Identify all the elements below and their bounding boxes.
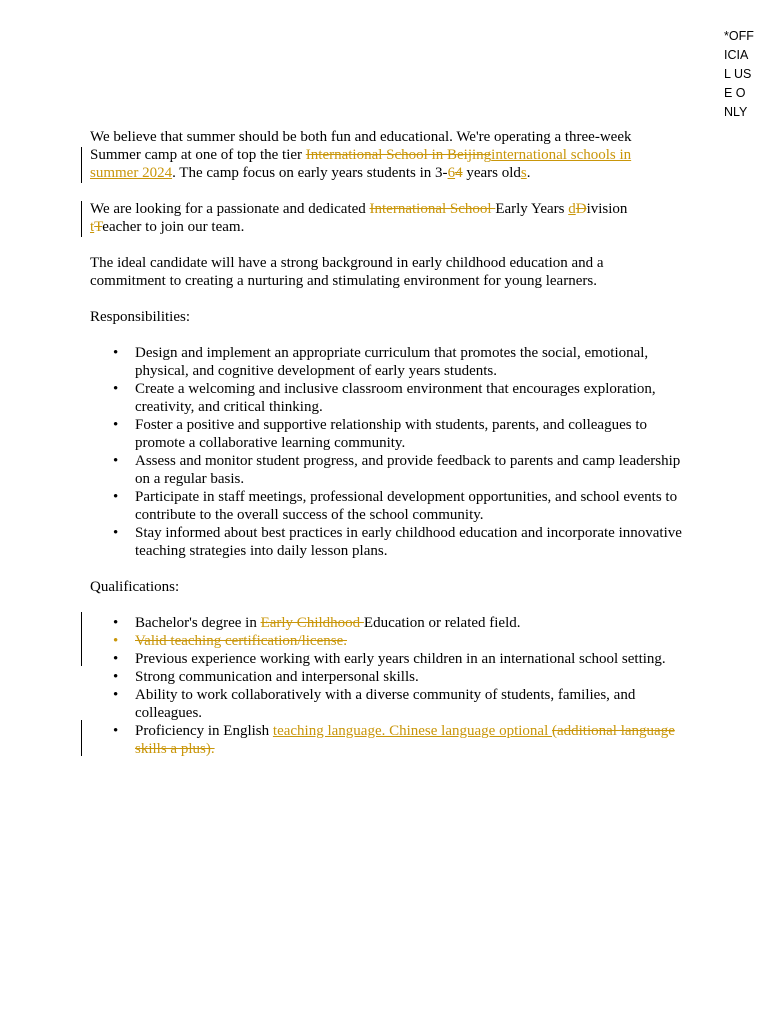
deleted-text: 4 (455, 165, 463, 181)
text-run: We believe that summer should be both fun and educational. We're operating a three-week Summer camp at one of top the tier (90, 129, 632, 163)
deleted-text: Valid teaching certification/license. (135, 633, 347, 649)
list-item: • Stay informed about best practices in early childhood education and incorporate innovative teaching strategies into daily lesson plans. (135, 524, 682, 560)
deleted-text: Early Childhood (260, 615, 364, 631)
inserted-text: t (90, 219, 95, 235)
list-item: • Design and implement an appropriate curriculum that promotes the social, emotional, physical, and cognitive development of early years students. (135, 344, 682, 380)
text-run: eacher to join our team. (102, 219, 245, 235)
text-run: Bachelor's degree in (135, 615, 261, 631)
inserted-text: 6 (447, 165, 456, 181)
change-bar (81, 201, 82, 237)
deleted-text: (additional language skills a plus). (135, 723, 675, 757)
change-bar (81, 612, 82, 666)
role-paragraph (90, 200, 682, 236)
inserted-text: international schools in summer 2024 (90, 147, 632, 181)
deleted-text: T (94, 219, 103, 235)
text-run: ivision (586, 201, 628, 217)
intro-paragraph (90, 128, 682, 182)
inserted-text: teaching language. Chinese language optional (272, 723, 552, 739)
deleted-text: International School (369, 201, 496, 217)
document-body (90, 128, 682, 776)
list-item: • Create a welcoming and inclusive classroom environment that encourages exploration, creativity, and critical thinking. (135, 380, 682, 416)
inserted-text: s (520, 165, 527, 181)
change-bar (81, 147, 82, 183)
list-item (135, 722, 682, 758)
text-run: years old (462, 165, 521, 181)
list-item (135, 614, 682, 632)
deleted-text: D (575, 201, 587, 217)
list-item: • Previous experience working with early years children in an international school setting. (135, 650, 682, 668)
change-bar (81, 720, 82, 756)
text-run: We are looking for a passionate and dedicated (90, 201, 370, 217)
text-run: Proficiency in English (135, 723, 273, 739)
qualifications-heading: Qualifications: (90, 579, 180, 595)
inserted-text: d (568, 201, 576, 217)
list-item (135, 632, 682, 650)
list-item: • Ability to work collaboratively with a diverse community of students, families, and colleagues. (135, 686, 682, 722)
deleted-text: International School in Beijing (305, 147, 492, 163)
text-run: Education or related field. (363, 615, 521, 631)
text-run: . (526, 165, 531, 181)
list-item: • Strong communication and interpersonal skills. (135, 668, 682, 686)
candidate-paragraph: The ideal candidate will have a strong background in early childhood education and a commitment to creating a nurturing and stimulating environment for young learners. (90, 255, 604, 289)
list-item: • Participate in staff meetings, professional development opportunities, and school events to contribute to the overall success of the school community. (135, 488, 682, 524)
list-item: • Assess and monitor student progress, and provide feedback to parents and camp leadership on a regular basis. (135, 452, 682, 488)
responsibilities-heading: Responsibilities: (90, 309, 191, 325)
classification-label: *OFFICIAL USE ONLY (724, 29, 754, 119)
text-run: Early Years (495, 201, 569, 217)
qualifications-list (90, 614, 682, 758)
text-run: . The camp focus on early years students in 3- (172, 165, 448, 181)
list-item: • Foster a positive and supportive relationship with students, parents, and colleagues to promote a collaborative learning community. (135, 416, 682, 452)
responsibilities-list (90, 344, 682, 560)
